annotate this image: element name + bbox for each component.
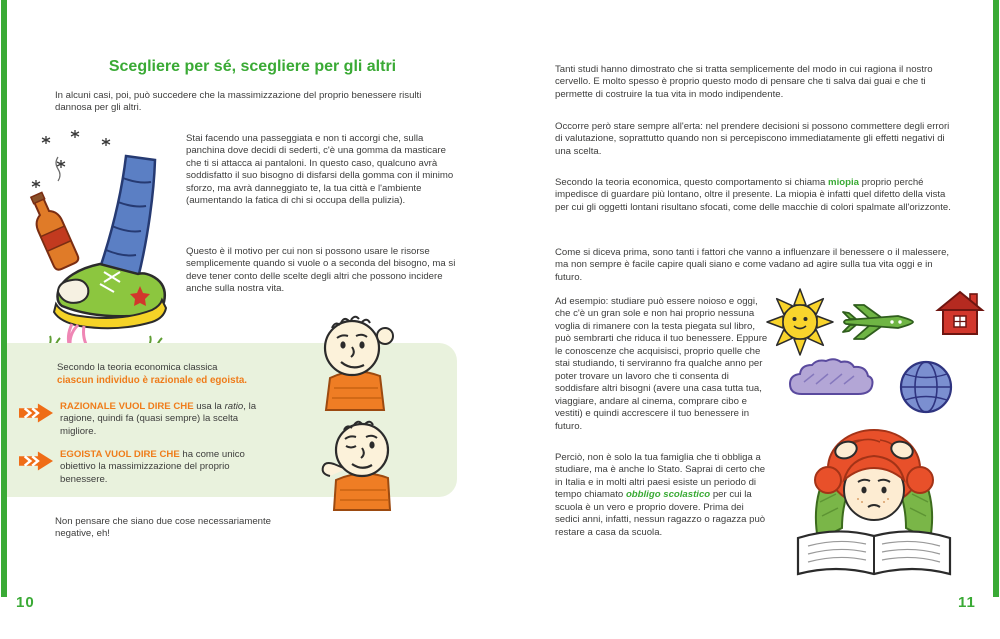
- sun-icon: [764, 286, 836, 358]
- box-intro-text: Secondo la teoria economica classica: [57, 362, 218, 373]
- paragraph-miopia: [555, 177, 953, 214]
- text-segment: ha come unico obiettivo la massimizzazione del proprio benessere.: [60, 449, 245, 485]
- definition-lead: RAZIONALE VUOL DIRE CHE: [60, 401, 194, 412]
- text-segment: Secondo la teoria economica, questo comportamento si chiama: [555, 177, 829, 188]
- text-segment: , la ragione, quindi fa (quasi sempre) la scelta migliore.: [60, 401, 257, 437]
- paragraph-brain: Tanti studi hanno dimostrato che si tratta semplicemente del modo in cui ragiona il nostro cervello. E molto spesso è proprio questo modo di pensare che ti salva dai guai e che ti permette di costruire la tua vita in modo indipendente.: [555, 64, 933, 100]
- paragraph-gum-story: Stai facendo una passeggiata e non ti accorgi che, sulla panchina dove decidi di sederti, c'è una gomma da masticare che ti si attacca ai pantaloni. In questo caso, qualcuno avrà soddisfatto il suo bisogno di disfarsi della gomma con il minimo sforzo, ma avrà danneggiato te, la tua città e l'ambiente (aumentando la fatica di chi si occupa della pulizia).: [186, 133, 454, 207]
- text-segment: usa la: [193, 401, 225, 412]
- paragraph-alert: Occorre però stare sempre all'erta: nel prendere decisioni si possono commettere degli errori di valutazione, soprattutto quando non si percepiscono immediatamente gli effetti negativi di una scelta.: [555, 121, 950, 157]
- paragraph-resources: Questo è il motivo per cui non si possono usare le risorse semplicemente quando si vuole o a seconda del bisogno, ma si deve tener conto delle scelte degli altri che possono incidere anche sulla nostra vita.: [186, 246, 456, 295]
- box-bold-text: ciascun individuo è razionale ed egoista.: [57, 375, 248, 386]
- right-edge-bar: [993, 0, 999, 597]
- cloud-icon: [786, 356, 876, 402]
- paragraph-school-duty: [555, 452, 767, 539]
- definition-selfish-text: [60, 449, 260, 486]
- arrow-icon: [19, 451, 53, 471]
- shoe-gum-illustration: [28, 126, 183, 354]
- paragraph-study-example: Ad esempio: studiare può essere noioso e oggi, che c'è un gran sole e non hai proprio nessuna voglia di rimanere con la testa piegata sul libro, può sembrarti che riduca il tuo benessere. Eppure le conoscenze che acquisisci, proprio quelle che stai studiando, ti serviranno fra qualche anno per poter trovare un lavoro che ti consenta di soddisfare altri bisogni (avere una casa tutta tua, viaggiare, andare al cinema, comprare cibo e vestiti) e quindi accrescere il tuo benessere in futuro.: [555, 296, 768, 432]
- text-segment: Perciò, non è solo la tua famiglia che ti obbliga a studiare, ma è anche lo Stato. Saprai di certo che in Italia e in molti altri paesi esiste un periodo di tempo chiamato: [555, 452, 766, 501]
- intro-paragraph: In alcuni casi, poi, può succedere che la massimizzazione del proprio benessere risulti dannosa per gli altri.: [55, 90, 422, 114]
- page-number-left: 10: [16, 594, 35, 611]
- definition-rational: [19, 401, 269, 438]
- cartoon-character-rational: [308, 314, 400, 412]
- house-icon: [934, 288, 986, 338]
- note-paragraph: Non pensare che siano due cose necessariamente negative, eh!: [55, 516, 271, 540]
- left-edge-bar: [1, 0, 7, 597]
- italic-term: ratio: [224, 401, 244, 412]
- girl-reading-book: [780, 406, 968, 586]
- page-title: Scegliere per sé, scegliere per gli altri: [108, 58, 397, 75]
- term-miopia: miopia: [828, 177, 859, 188]
- page-number-right: 11: [958, 594, 976, 611]
- arrow-icon: [19, 403, 53, 423]
- definition-lead: EGOISTA VUOL DIRE CHE: [60, 449, 180, 460]
- definition-selfish: [19, 449, 274, 486]
- term-obbligo-scolastico: obbligo scolastico: [625, 489, 711, 501]
- paragraph-factors: Come si diceva prima, sono tanti i fattori che vanno a influenzare il benessere o il malessere, ma non sempre è facile capire quali siano e come vadano ad agire sulla tua vita oggi e in futuro.: [555, 247, 950, 283]
- text-segment: proprio perché impedisce di guardare più lontano, oltre il presente. La miopia è infatti quel difetto della vista per cui gli oggetti lontani risultano sfocati, come delle macchie di colori spalmate all'orizzonte.: [555, 177, 951, 213]
- text-segment: per cui la scuola è un vero e proprio dovere. Prima dei sedici anni, infatti, nessun ragazzo o ragazza può restare a casa da scuola.: [555, 489, 766, 538]
- definition-rational-text: [60, 401, 260, 438]
- cartoon-character-selfish: [316, 418, 408, 512]
- airplane-icon: [842, 300, 916, 344]
